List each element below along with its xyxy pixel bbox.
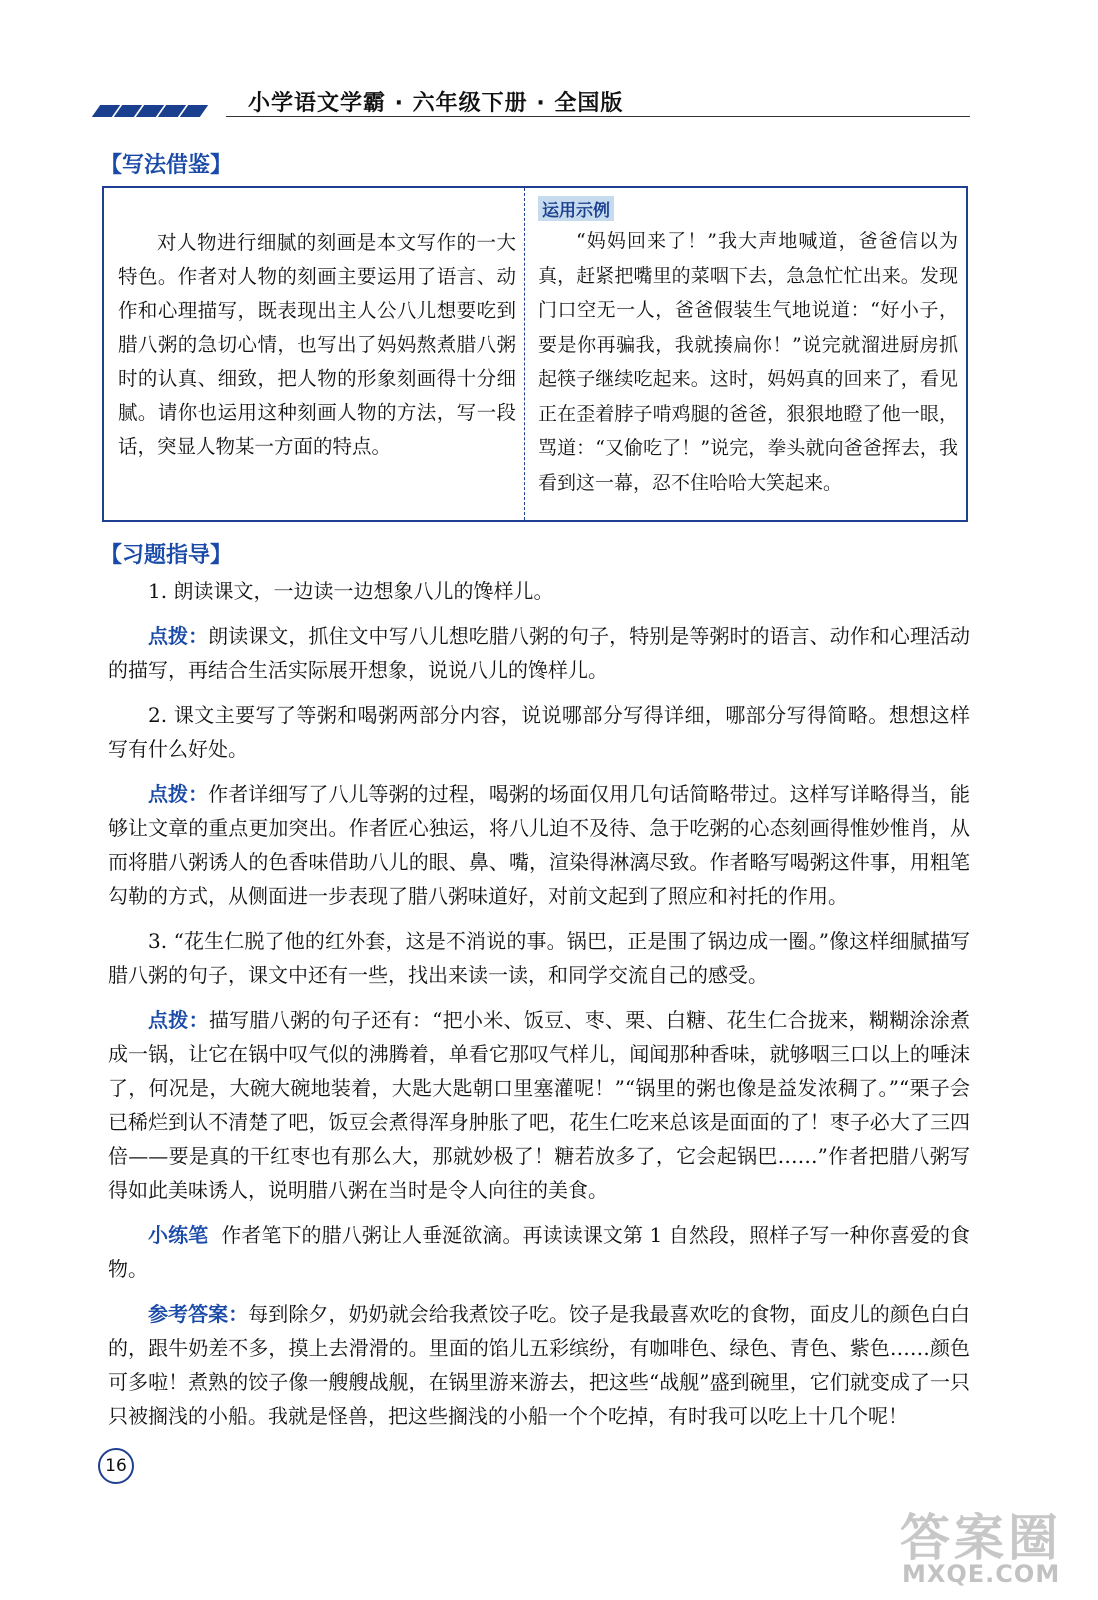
section-title-text: 习题指导 <box>122 543 211 568</box>
practice-label: 小练笔 <box>148 1223 209 1247</box>
tip-1 <box>108 619 970 687</box>
example-label: 运用示例 <box>538 196 614 221</box>
section-title-text: 写法借鉴 <box>122 153 211 178</box>
tip-2 <box>108 777 970 913</box>
tip-3-text: 描写腊八粥的句子还有：“把小米、饭豆、枣、栗、白糖、花生仁合拢来，糊糊涂涂煮成一锅，让它在锅中叹气似的沸腾着，单看它那叹气样儿，闻闻那种香味，就够咽三口以上的唾沫了，何况是，大碗大碗地装着，大匙大匙朝口里塞灌呢！”“锅里的粥也像是益发浓稠了。”“栗子会已稀烂到认不清楚了吧，饭豆会煮得浑身肿胀了吧，花生仁吃来总该是面面的了！枣子必大了三四倍——要是真的干红枣也有那么大，那就妙极了！糖若放多了，它会起锅巴……”作者把腊八粥写得如此美味诱人，说明腊八粥在当时是令人向往的美食。 <box>108 1008 970 1202</box>
tip-label: 点拨： <box>148 782 209 806</box>
practice-text: 作者笔下的腊八粥让人垂涎欲滴。再读读课文第 1 自然段，照样子写一种你喜爱的食物。 <box>108 1223 970 1281</box>
watermark-url: MXQE.COM <box>902 1560 1061 1588</box>
question-3: 3. “花生仁脱了他的红外套，这是不消说的事。锅巴，正是围了锅边成一圈。”像这样细腻描写腊八粥的句子，课文中还有一些，找出来读一读，和同学交流自己的感受。 <box>108 929 970 987</box>
writing-tip-text: 对人物进行细腻的刻画是本文写作的一大特色。作者对人物的刻画主要运用了语言、动作和心理描写，既表现出主人公八儿想要吃到腊八粥的急切心情，也写出了妈妈熬煮腊八粥时的认真、细致，把人物的形象刻画得十分细腻。请你也运用这种刻画人物的方法，写一段话，突显人物某一方面的特点。 <box>118 231 516 458</box>
box-divider <box>524 188 525 520</box>
exercise-content <box>108 574 970 1444</box>
tip-2-text: 作者详细写了八儿等粥的过程，喝粥的场面仅用几句话简略带过。这样写详略得当，能够让文章的重点更加突出。作者匠心独运，将八儿迫不及待、急于吃粥的心态刻画得惟妙惟肖，从而将腊八粥诱人的色香味借助八儿的眼、鼻、嘴，渲染得淋漓尽致。作者略写喝粥这件事，用粗笔勾勒的方式，从侧面进一步表现了腊八粥味道好，对前文起到了照应和衬托的作用。 <box>108 782 971 908</box>
reference-answer <box>108 1297 970 1433</box>
practice <box>108 1218 970 1286</box>
book-title: 小学语文学霸 · 六年级下册 · 全国版 <box>248 91 624 116</box>
tip-1-text: 朗读课文，抓住文中写八儿想吃腊八粥的句子，特别是等粥时的语言、动作和心理活动的描写，再结合生活实际展开想象，说说八儿的馋样儿。 <box>108 624 971 682</box>
tip-label: 点拨： <box>148 624 209 648</box>
answer-label: 参考答案： <box>148 1302 249 1326</box>
section-exercise-guide-title: 【习题指导】 <box>100 543 233 568</box>
tip-label: 点拨： <box>148 1008 209 1032</box>
header-stripes-decoration <box>96 102 226 116</box>
example-text: “妈妈回来了！”我大声地喊道，爸爸信以为真，赶紧把嘴里的菜咽下去，急急忙忙出来。发现门口空无一人，爸爸假装生气地说道：“好小子，要是你再骗我，我就揍扁你！”说完就溜进厨房抓起筷子继续吃起来。这时，妈妈真的回来了，看见正在歪着脖子啃鸡腿的爸爸，狠狠地瞪了他一眼，骂道：“又偷吃了！”说完，拳头就向爸爸挥去，我看到这一幕，忍不住哈哈大笑起来。 <box>538 230 958 494</box>
watermark-main-text: 答案圈 <box>900 1509 1062 1567</box>
tip-3 <box>108 1003 970 1207</box>
writing-reference-box <box>102 186 968 522</box>
question-1: 1. 朗读课文，一边读一边想象八儿的馋样儿。 <box>148 579 554 603</box>
page-header <box>96 84 972 124</box>
section-writing-reference-title: 【写法借鉴】 <box>100 153 233 178</box>
page-number: 16 <box>98 1448 134 1484</box>
question-2: 2. 课文主要写了等粥和喝粥两部分内容，说说哪部分写得详细，哪部分写得简略。想想这样写有什么好处。 <box>108 703 970 761</box>
header-rule <box>226 116 970 117</box>
answer-text: 每到除夕，奶奶就会给我煮饺子吃。饺子是我最喜欢吃的食物，面皮儿的颜色白白的，跟牛奶差不多，摸上去滑滑的。里面的馅儿五彩缤纷，有咖啡色、绿色、青色、紫色……颜色可多啦！煮熟的饺子像一艘艘战舰，在锅里游来游去，把这些“战舰”盛到碗里，它们就变成了一只只被搁浅的小船。我就是怪兽，把这些搁浅的小船一个个吃掉，有时我可以吃上十几个呢！ <box>108 1302 970 1428</box>
watermark-logo <box>892 1498 1082 1594</box>
